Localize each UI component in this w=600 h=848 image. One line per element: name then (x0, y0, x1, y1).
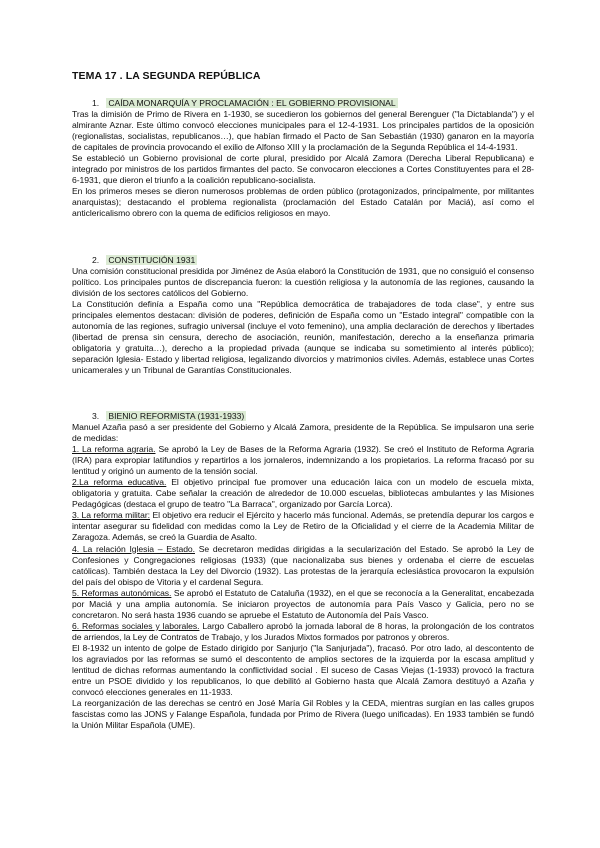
paragraph: La Constitución definía a España como una "República democrática de trabajadores de toda clase", y entre sus principales elementos destacan: división de poderes, definición de España como un "Estado integral" compatible con la autonomía de las regiones, sufragio universal (incluye el voto femenino), una amplia declaración de derechos y libertades (libertad de prensa sin censura, derecho de asociación, reunión, manifestación, derecho a la enseñanza primaria obligatoria y gratuita…), derecho a la propiedad privada (aunque se indicaba su sometimiento al interés público); separación Iglesia- Estado y libertad religiosa, legalizando divorcios y matrimonios civiles. Además, establece unas Cortes unicamerales y un Tribunal de Garantías Constitucionales. (72, 299, 534, 376)
section-1-heading (92, 98, 398, 109)
paragraph: El 8-1932 un intento de golpe de Estado dirigido por Sanjurjo ("la Sanjurjada"), fracasó. Por otro lado, al descontento de los agraviados por las reformas se sumó el descontento de amplios sectores de la izquierda por la escasa amplitud y lentitud de dichas reformas aumentando la conflictividad social . El suceso de Casas Viejas (1-1933) provocó la fractura entre un PSOE dividido y los republicanos, lo que debilitó al Gobierno hasta que Alcalá Zamora destituyó a Azaña y convocó elecciones generales en 11-1933. (72, 642, 534, 698)
reform-text: Se decretaron medidas dirigidas a la secularización del Estado. Se aprobó la Ley de Confesiones y Congregaciones religiosas (1933) (que nacionalizaba sus bienes y ordenaba el cierre de escuelas católicas). También destaca la Ley del Divorcio (1932). Las protestas de la jerarquía eclesiástica provocaron la expulsión del país del obispo de Vitoria y el cardenal Segura. (72, 543, 534, 587)
section-number: 2. (92, 255, 100, 265)
section-title: CONSTITUCIÓN 1931 (108, 255, 196, 265)
reform-text: Largo Caballero aprobó la jornada laboral de 8 horas, la prolongación de los contratos de arriendos, la Ley de Contratos de Trabajo, y los Jurados Mixtos formados por patronos y obreros. (72, 620, 534, 642)
paragraph: La reorganización de las derechas se centró en José María Gil Robles y la CEDA, mientras surgían en las calles grupos fascistas como las JONS y Falange Española, fundada por Primo de Rivera (luego unificadas). En 1933 también se fundó la Unión Militar Española (UME). (72, 698, 534, 731)
reform-label: 6. Reformas sociales y laborales. (72, 620, 200, 631)
reform-label: 5. Reformas autonómicas. (72, 587, 172, 598)
reform-item-educativa (72, 477, 534, 510)
paragraph: Manuel Azaña pasó a ser presidente del Gobierno y Alcalá Zamora, presidente de la República. Se impulsaron una serie de medidas: (72, 422, 534, 444)
document-title: TEMA 17 . LA SEGUNDA REPÚBLICA (72, 70, 261, 82)
reform-item-autonomicas (72, 588, 534, 621)
section-3-body (72, 422, 534, 731)
reform-text: Se aprobó el Estatuto de Cataluña (1932), en el que se reconocía a la Generalitat, encabezada por Maciá y una amplia autonomía. Se iniciaron proyectos de autonomía para País Vasco y Galicia, pero no se concretaron. No será hasta 1936 cuando se apruebe el Estatuto de Autonomía del País Vasco. (72, 587, 535, 620)
reform-text: Se aprobó la Ley de Bases de la Reforma Agraria (1932). Se creó el Instituto de Reforma Agraria (IRA) para expropiar latifundios y repartirlos a los jornaleros, indemnizando a los propietarios. La reforma fracasó por su lentitud y originó un aumento de la tensión social. (72, 444, 534, 477)
paragraph: Tras la dimisión de Primo de Rivera en 1-1930, se sucedieron los gobiernos del general Berenguer ("la Dictablanda") y el almirante Aznar. Este último convocó elecciones municipales para el 12-4-1931. Los principales partidos de la oposición (regionalistas, socialistas, republicanos…), que habían firmado el Pacto de San Sebastián (1930) ganaron en la mayoría de capitales de provincia provocando el exilio de Alfonso XIII y la proclamación de la Segunda República el 14-4-1931. (72, 109, 534, 153)
paragraph: En los primeros meses se dieron numerosos problemas de orden público (protagonizados, principalmente, por militantes anarquistas); destacando el problema regionalista (proclamación del Estado Catalán por Maciá), así como el anticlericalismo obrero con la quema de edificios religiosos en mayo. (72, 186, 534, 219)
reform-item-iglesia-estado (72, 544, 534, 588)
section-title: CAÍDA MONARQUÍA Y PROCLAMACIÓN : EL GOBIERNO PROVISIONAL (108, 98, 396, 108)
reform-item-militar (72, 510, 534, 543)
paragraph: Una comisión constitucional presidida por Jiménez de Asúa elaboró la Constitución de 1931, que no consiguió el consenso político. Los principales puntos de discrepancia fueron: la cuestión religiosa y la autonomía de las regiones, causando la división de los sectores católicos del Gobierno. (72, 266, 534, 299)
reform-text: El objetivo era reducir el Ejército y hacerlo más funcional. Además, se pretendía depurar los cargos e intentar asegurar su fidelidad con medidas como la Ley de Retiro de la Oficialidad y el cierre de la Academia Militar de Zaragoza. Además, se creó la Guardia de Asalto. (72, 510, 535, 543)
reform-text: El objetivo principal fue promover una educación laica con un modelo de escuela mixta, obligatoria y gratuita. Cabe señalar la creación de alrededor de 10.000 escuelas, bibliotecas ambulantes y las Misiones Pedagógicas (destaca el grupo de teatro "La Barraca", organizado por García Lorca). (72, 477, 534, 510)
paragraph: Se estableció un Gobierno provisional de corte plural, presidido por Alcalá Zamora (Derecha Liberal Republicana) e integrado por ministros de los partidos firmantes del pacto. Se convocaron elecciones a Cortes Constituyentes para el 28-6-1931, que dieron el triunfo a la coalición republicano-socialista. (72, 153, 534, 186)
reform-item-sociales (72, 621, 534, 643)
section-2-body (72, 266, 534, 376)
section-number: 3. (92, 411, 100, 421)
section-2-heading (92, 255, 197, 266)
section-number: 1. (92, 98, 100, 108)
reform-label: 3. La reforma militar: (72, 510, 151, 521)
reform-label: 1. La reforma agraria. (72, 444, 156, 455)
section-1-body (72, 109, 534, 219)
reform-item-agraria (72, 444, 534, 477)
reform-label: 4. La relación Iglesia – Estado. (72, 543, 195, 554)
section-3-heading (92, 411, 246, 422)
section-title: BIENIO REFORMISTA (1931-1933) (108, 411, 245, 421)
reform-label: 2.La reforma educativa. (72, 477, 167, 488)
